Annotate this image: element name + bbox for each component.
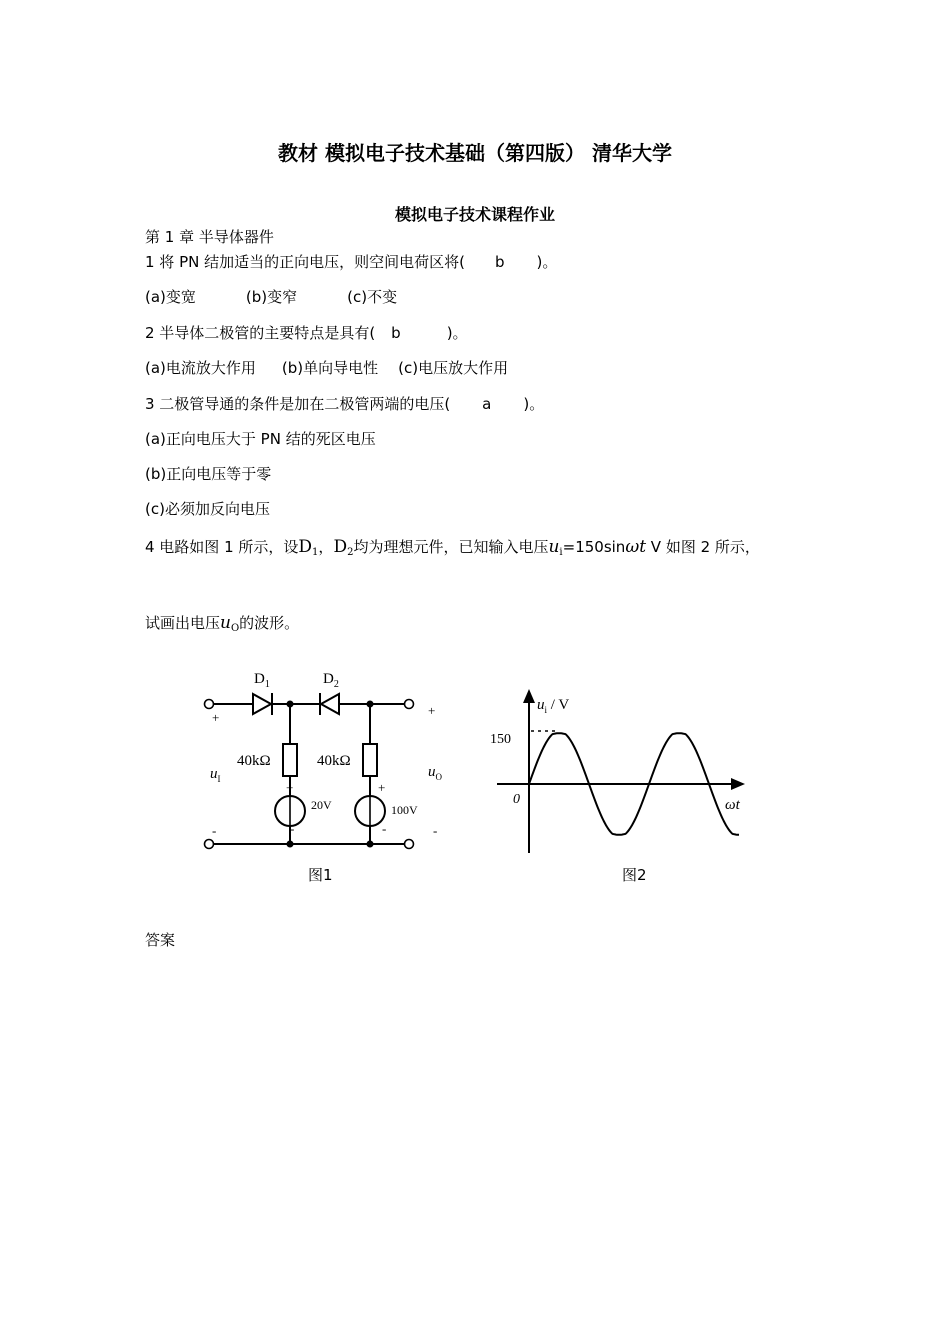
label-r1: 40kΩ (237, 753, 271, 769)
q2-option-c: (c)电压放大作用 (398, 359, 509, 377)
q2-options (145, 358, 508, 378)
chapter-heading: 第 1 章 半导体器件 (145, 228, 274, 246)
q4-line2-post: 的波形。 (239, 614, 300, 632)
figure1-circuit (195, 660, 455, 860)
y-axis-arrow-icon (523, 689, 535, 703)
q2-stem: 2 半导体二极管的主要特点是具有( (145, 324, 376, 342)
page-subtitle: 模拟电子技术课程作业 (394, 205, 555, 224)
question-4-line2 (145, 613, 299, 636)
src1-plus: + (286, 780, 294, 795)
question-4 (145, 537, 760, 560)
q4-uo: uO (220, 613, 240, 634)
q2-option-a: (a)电流放大作用 (145, 359, 256, 377)
q3-stem: 3 二极管导通的条件是加在二极管两端的电压( (145, 395, 451, 413)
label-output-voltage: $u_O$ (428, 764, 442, 782)
src2-plus: + (378, 780, 386, 795)
q4-part3: V 如图 2 所示， (646, 538, 760, 556)
x-axis-arrow-icon (731, 778, 745, 790)
q4-part2: 均为理想元件，已知输入电压 (353, 538, 549, 556)
out-plus: + (428, 703, 436, 718)
resistor-2-icon (363, 744, 377, 776)
diode-d1-icon (253, 694, 271, 714)
q4-formula: =150sin (562, 538, 626, 556)
q2-stem-end: )。 (446, 324, 468, 342)
y-axis-label: $u_i$ / V (537, 697, 570, 715)
in-plus: + (212, 710, 220, 725)
question-1 (145, 252, 557, 272)
q4-d1: D1 (298, 537, 319, 558)
q4-ui: ui (548, 537, 563, 558)
question-2 (145, 323, 468, 343)
q4-wt: ωt (625, 537, 647, 557)
q3-option-c: (c)必须加反向电压 (145, 500, 270, 518)
x-axis-label: ωt (725, 797, 740, 813)
q3-option-b: (b)正向电压等于零 (145, 465, 272, 483)
q1-stem-end: )。 (536, 253, 558, 271)
src1-minus: - (290, 821, 295, 836)
label-d1: $D_1$ (254, 671, 270, 690)
q4-line2-pre: 试画出电压 (145, 614, 221, 632)
label-v2: 100V (391, 803, 418, 817)
question-3 (145, 394, 544, 414)
src2-minus: - (382, 821, 387, 836)
q4-d2: D2 (333, 537, 354, 558)
page-title: 教材 模拟电子技术基础（第四版） 清华大学 (278, 141, 672, 165)
q3-stem-end: )。 (523, 395, 545, 413)
origin-label: 0 (513, 792, 520, 807)
figure2-caption: 图2 (622, 866, 647, 884)
q1-options (145, 287, 397, 307)
y-tick-150: 150 (490, 732, 511, 747)
q3-answer: a (482, 395, 492, 413)
q3-option-a: (a)正向电压大于 PN 结的死区电压 (145, 430, 376, 448)
label-v1: 20V (311, 798, 332, 812)
out-minus: - (433, 823, 438, 838)
in-minus: - (212, 823, 217, 838)
q4-comma: ， (318, 538, 334, 556)
q2-option-b: (b)单向导电性 (281, 359, 379, 377)
answer-label: 答案 (145, 931, 176, 949)
q1-stem: 1 将 PN 结加适当的正向电压，则空间电荷区将( (145, 253, 465, 271)
figure1-caption: 图1 (308, 866, 333, 884)
q1-option-a: (a)变宽 (145, 288, 196, 306)
figure2-chart (485, 685, 755, 860)
label-input-voltage: $u_I$ (210, 766, 221, 784)
diode-d2-icon (321, 694, 339, 714)
q4-part1: 4 电路如图 1 所示，设 (145, 538, 299, 556)
q2-answer: b (391, 324, 401, 342)
label-r2: 40kΩ (317, 753, 351, 769)
q1-option-c: (c)不变 (347, 288, 398, 306)
q1-answer: b (494, 253, 505, 271)
resistor-1-icon (283, 744, 297, 776)
label-d2: $D_2$ (323, 671, 339, 690)
q1-option-b: (b)变窄 (245, 288, 298, 306)
